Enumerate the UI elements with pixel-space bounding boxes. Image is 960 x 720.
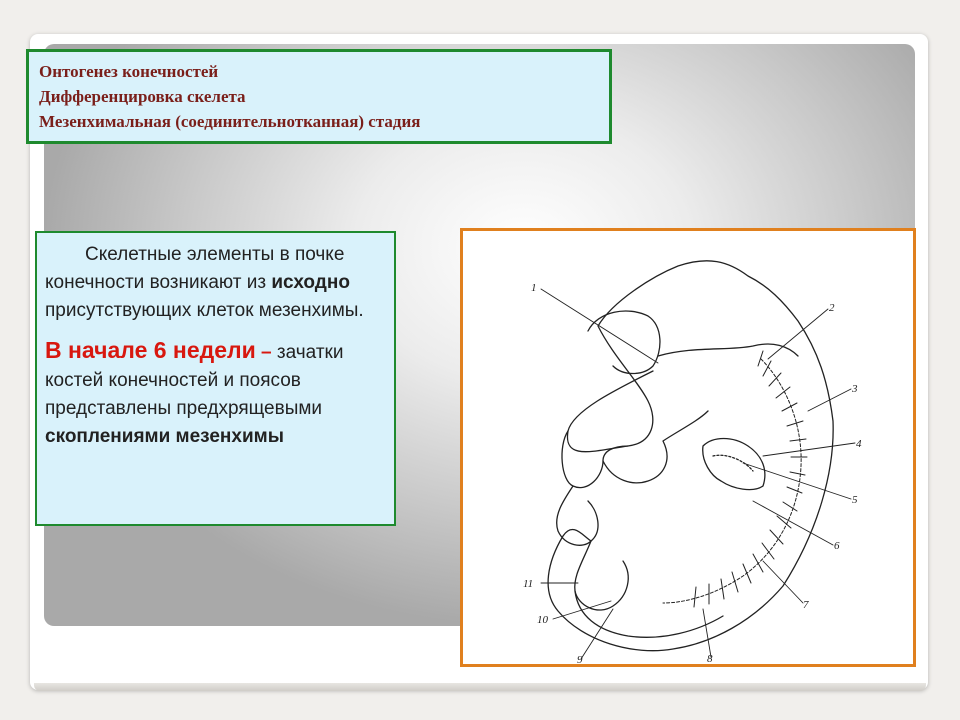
para1-text-before: Скелетные элементы в почке конечности возникают из — [45, 244, 345, 293]
figure-label-5: 5 — [852, 494, 858, 506]
forelimb-bud — [703, 439, 765, 490]
embryo-figure — [460, 228, 916, 667]
paragraph-2 — [45, 336, 384, 451]
figure-label-2: 2 — [829, 302, 835, 314]
figure-label-10: 10 — [537, 614, 548, 626]
somite-row — [663, 351, 807, 607]
figure-label-1: 1 — [531, 282, 537, 294]
figure-label-4: 4 — [856, 438, 862, 450]
para1-bold-word: исходно — [271, 272, 350, 293]
figure-label-9: 9 — [577, 654, 583, 664]
embryo-back-inner — [658, 344, 798, 356]
figure-label-7: 7 — [803, 599, 809, 611]
forelimb-inner — [713, 455, 753, 471]
title-line-3: Мезенхимальная (соединительнотканная) стадия — [39, 112, 421, 131]
para2-text: зачатки костей конечностей и поясов представлены предхрящевыми — [45, 342, 344, 419]
embryo-head-outline — [548, 261, 833, 651]
tail — [575, 591, 723, 637]
highlight-dash: – — [255, 342, 272, 363]
paragraph-1 — [45, 241, 384, 325]
body-text-box — [35, 231, 396, 526]
title-line-2: Дифференцировка скелета — [39, 87, 246, 106]
week-highlight: В начале 6 недели — [45, 337, 256, 363]
hindlimb-bud — [575, 541, 628, 610]
figure-label-3: 3 — [852, 383, 858, 395]
embryo-forebrain — [588, 311, 660, 374]
title-line-1: Онтогенез конечностей — [39, 62, 219, 81]
figure-label-6: 6 — [834, 540, 840, 552]
title-box — [26, 49, 612, 144]
embryo-drawing — [463, 231, 913, 664]
para2-bold-phrase: скоплениями мезенхимы — [45, 426, 284, 447]
figure-label-8: 8 — [707, 653, 713, 664]
figure-label-11: 11 — [523, 578, 534, 590]
figure-labels — [523, 282, 862, 664]
para1-text-after: присутствующих клеток мезенхимы. — [45, 300, 364, 321]
slide-bottom-bar — [34, 683, 926, 691]
embryo-jaw — [562, 431, 628, 488]
